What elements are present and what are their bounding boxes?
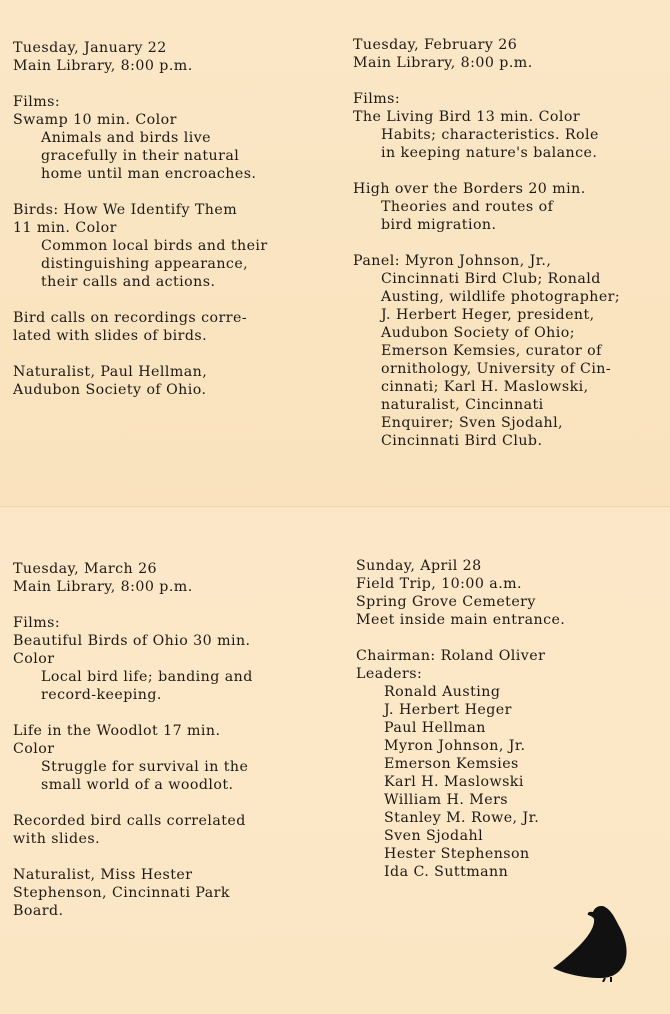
february-panel-line: Austing, wildlife photographer; [381,289,621,305]
january-film2-desc: Common local birds and their [41,238,268,254]
february-films-label: Films: [353,91,401,107]
january-films-label: Films: [13,94,61,110]
february-panel-line: Audubon Society of Ohio; [381,325,575,341]
february-film1-title: The Living Bird 13 min. Color [353,109,581,125]
february-film2-desc: bird migration. [381,217,497,233]
february-panel-first: Panel: Myron Johnson, Jr., [353,253,552,269]
january-calls: lated with slides of birds. [13,328,208,344]
january-film1-title: Swamp 10 min. Color [13,112,177,128]
march-place: Main Library, 8:00 p.m. [13,579,193,595]
april-leader: Emerson Kemsies [384,756,519,772]
march-naturalist: Stephenson, Cincinnati Park [13,885,230,901]
april-leader: Ronald Austing [384,684,501,700]
april-leader: Stanley M. Rowe, Jr. [384,810,540,826]
february-film2-desc: Theories and routes of [381,199,554,215]
april-leader: Hester Stephenson [384,846,530,862]
february-panel-line: J. Herbert Heger, president, [381,307,595,323]
april-leaders-label: Leaders: [356,666,423,682]
april-leader: Sven Sjodahl [384,828,484,844]
march-naturalist: Naturalist, Miss Hester [13,867,193,883]
march-calls: Recorded bird calls correlated [13,813,246,829]
january-film1-desc: home until man encroaches. [41,166,257,182]
january-film2-desc: their calls and actions. [41,274,216,290]
quail-silhouette-icon [549,902,639,982]
january-film2-desc: distinguishing appearance, [41,256,249,272]
january-place: Main Library, 8:00 p.m. [13,58,193,74]
april-leader: Paul Hellman [384,720,486,736]
january-date: Tuesday, January 22 [13,40,167,56]
april-leader: Ida C. Suttmann [384,864,509,880]
march-film1-title: Beautiful Birds of Ohio 30 min. [13,633,251,649]
january-calls: Bird calls on recordings corre- [13,310,248,326]
march-films-label: Films: [13,615,61,631]
march-calls: with slides. [13,831,101,847]
february-panel-line: Cincinnati Bird Club. [381,433,543,449]
february-film1-desc: Habits; characteristics. Role [381,127,599,143]
march-film1-title: Color [13,651,55,667]
january-program [13,39,268,399]
april-leader: William H. Mers [384,792,509,808]
april-chairman: Chairman: Roland Oliver [356,648,546,664]
march-film2-desc: Struggle for survival in the [41,759,249,775]
march-film2-title: Color [13,741,55,757]
march-film2-desc: small world of a woodlot. [41,777,234,793]
april-event: Field Trip, 10:00 a.m. [356,576,523,592]
fold-crease [0,506,670,509]
february-program [353,36,620,450]
february-date: Tuesday, February 26 [353,37,518,53]
january-film1-desc: gracefully in their natural [41,148,240,164]
march-program [13,560,253,920]
march-film1-desc: record-keeping. [41,687,162,703]
february-panel-line: ornithology, University of Cin- [381,361,612,377]
january-film1-desc: Animals and birds live [41,130,212,146]
february-panel-line: cinnati; Karl H. Maslowski, [381,379,589,395]
february-panel-line: naturalist, Cincinnati [381,397,544,413]
january-film2-title: 11 min. Color [13,220,117,236]
april-leader: Karl H. Maslowski [384,774,524,790]
march-film1-desc: Local bird life; banding and [41,669,253,685]
january-naturalist: Naturalist, Paul Hellman, [13,364,208,380]
february-film2-title: High over the Borders 20 min. [353,181,586,197]
february-panel-line: Enquirer; Sven Sjodahl, [381,415,564,431]
april-date: Sunday, April 28 [356,558,482,574]
february-panel-line: Cincinnati Bird Club; Ronald [381,271,601,287]
april-place: Spring Grove Cemetery [356,594,536,610]
february-panel-line: Emerson Kemsies, curator of [381,343,602,359]
april-leader: J. Herbert Heger [384,702,512,718]
february-film1-desc: in keeping nature's balance. [381,145,598,161]
january-film2-title: Birds: How We Identify Them [13,202,238,218]
april-meet: Meet inside main entrance. [356,612,566,628]
february-place: Main Library, 8:00 p.m. [353,55,533,71]
january-naturalist: Audubon Society of Ohio. [13,382,207,398]
march-film2-title: Life in the Woodlot 17 min. [13,723,221,739]
april-leader: Myron Johnson, Jr. [384,738,526,754]
april-program [356,557,565,881]
march-date: Tuesday, March 26 [13,561,158,577]
march-naturalist: Board. [13,903,64,919]
